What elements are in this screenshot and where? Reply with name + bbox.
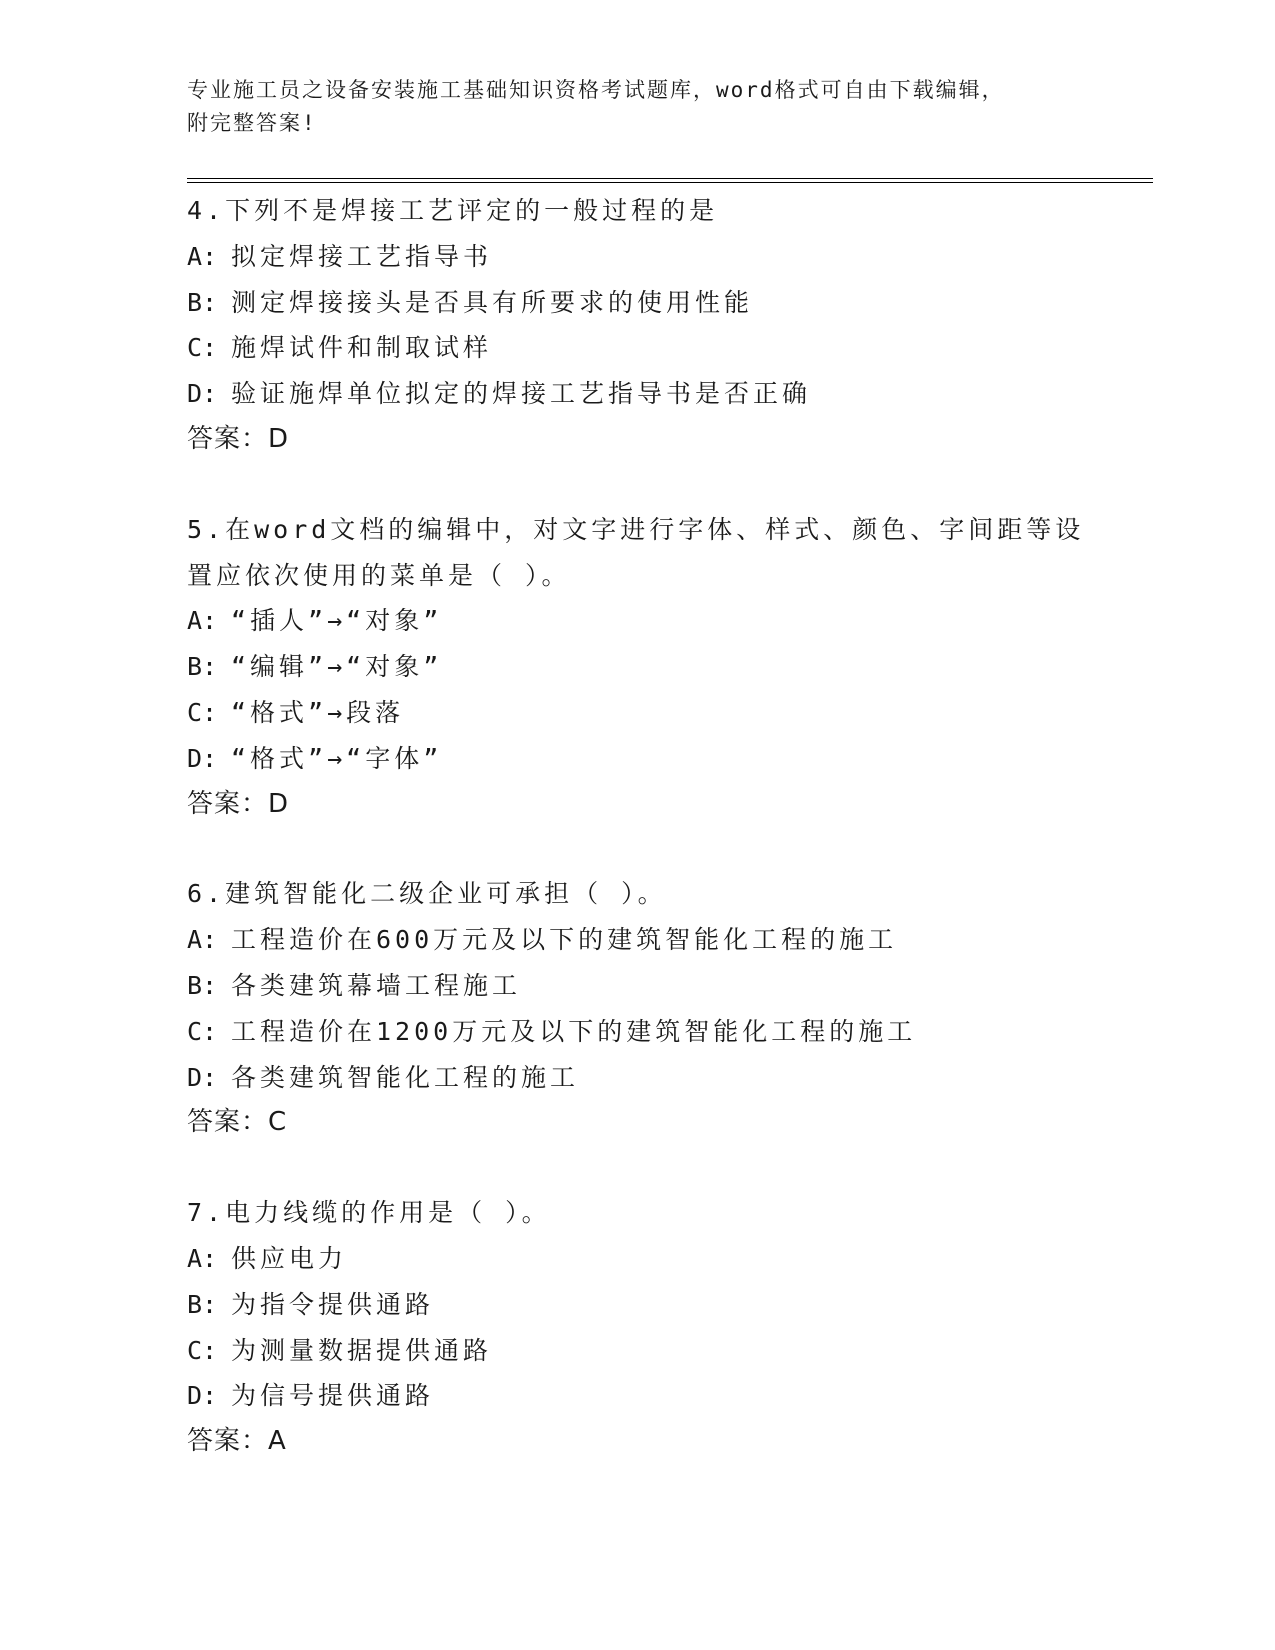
option-text: 工程造价在1200万元及以下的建筑智能化工程的施工 xyxy=(231,1016,917,1046)
option-letter: B: xyxy=(187,970,218,1000)
option-letter: A: xyxy=(187,1243,218,1273)
answer-label: 答案： xyxy=(187,788,269,819)
answer-value: D xyxy=(268,423,290,454)
document-header xyxy=(187,74,1067,140)
answer-value: D xyxy=(268,788,290,819)
option-letter: D: xyxy=(187,1381,218,1411)
answer-line xyxy=(187,1419,1087,1465)
option-text: 供应电力 xyxy=(231,1243,348,1273)
option-text: “格式”→段落 xyxy=(231,697,405,727)
header-divider-top xyxy=(187,178,1153,179)
option-text: “编辑”→“对象” xyxy=(231,652,443,682)
question-stem-line-2: 置应依次使用的菜单是（ ）。 xyxy=(187,560,571,590)
option-b xyxy=(187,1282,1087,1328)
option-text: 为信号提供通路 xyxy=(231,1381,435,1411)
option-text: 为指令提供通路 xyxy=(231,1289,435,1319)
header-line-2: 附完整答案! xyxy=(187,111,317,135)
option-letter: B: xyxy=(187,652,218,682)
option-c xyxy=(187,690,1087,736)
answer-value: A xyxy=(268,1426,287,1457)
question-stem: 4.下列不是焊接工艺评定的一般过程的是 xyxy=(187,196,719,225)
option-letter: D: xyxy=(187,743,218,773)
option-d xyxy=(187,371,1087,417)
question-stem: 7.电力线缆的作用是（ ）。 xyxy=(187,1198,551,1228)
option-letter: C: xyxy=(187,1016,218,1046)
option-c xyxy=(187,325,1087,371)
option-b xyxy=(187,644,1087,690)
option-letter: B: xyxy=(187,287,218,317)
option-text: 拟定焊接工艺指导书 xyxy=(231,241,493,271)
option-c xyxy=(187,1328,1087,1374)
option-text: 测定焊接接头是否具有所要求的使用性能 xyxy=(231,287,754,317)
option-a xyxy=(187,234,1087,280)
option-d xyxy=(187,1055,1087,1101)
option-text: 各类建筑幕墙工程施工 xyxy=(231,970,522,1000)
answer-line xyxy=(187,782,1087,828)
option-text: 为测量数据提供通路 xyxy=(231,1335,493,1365)
question-list xyxy=(187,188,1087,1509)
option-b xyxy=(187,963,1087,1009)
question-stem: 6.建筑智能化二级企业可承担（ ）。 xyxy=(187,879,667,909)
question-7 xyxy=(187,1190,1087,1465)
option-text: “格式”→“字体” xyxy=(231,743,443,773)
answer-label: 答案： xyxy=(187,423,269,454)
option-letter: D: xyxy=(187,1062,218,1092)
option-text: 各类建筑智能化工程的施工 xyxy=(231,1062,580,1092)
option-b xyxy=(187,280,1087,326)
option-d xyxy=(187,1373,1087,1419)
question-stem-line-1: 5.在word文档的编辑中，对文字进行字体、样式、颜色、字间距等设 xyxy=(187,514,1085,544)
option-letter: D: xyxy=(187,379,218,409)
option-text: 验证施焊单位拟定的焊接工艺指导书是否正确 xyxy=(231,379,812,409)
option-letter: C: xyxy=(187,1335,218,1365)
header-divider-bottom xyxy=(187,182,1153,183)
option-letter: C: xyxy=(187,697,218,727)
option-letter: A: xyxy=(187,925,218,955)
question-4 xyxy=(187,188,1087,463)
option-letter: A: xyxy=(187,241,218,271)
answer-value: C xyxy=(268,1107,288,1138)
option-d xyxy=(187,736,1087,782)
option-c xyxy=(187,1009,1087,1055)
option-text: 工程造价在600万元及以下的建筑智能化工程的施工 xyxy=(231,925,898,955)
header-line-1: 专业施工员之设备安装施工基础知识资格考试题库，word格式可自由下载编辑， xyxy=(187,78,1005,102)
option-a xyxy=(187,1236,1087,1282)
option-letter: B: xyxy=(187,1289,218,1319)
question-5 xyxy=(187,507,1087,828)
option-a xyxy=(187,598,1087,644)
answer-label: 答案： xyxy=(187,1426,269,1457)
option-a xyxy=(187,917,1087,963)
answer-label: 答案： xyxy=(187,1107,269,1138)
answer-line xyxy=(187,1100,1087,1146)
option-text: “插人”→“对象” xyxy=(231,606,443,636)
answer-line xyxy=(187,417,1087,463)
option-letter: C: xyxy=(187,333,218,363)
option-text: 施焊试件和制取试样 xyxy=(231,333,493,363)
option-letter: A: xyxy=(187,606,218,636)
question-6 xyxy=(187,871,1087,1146)
